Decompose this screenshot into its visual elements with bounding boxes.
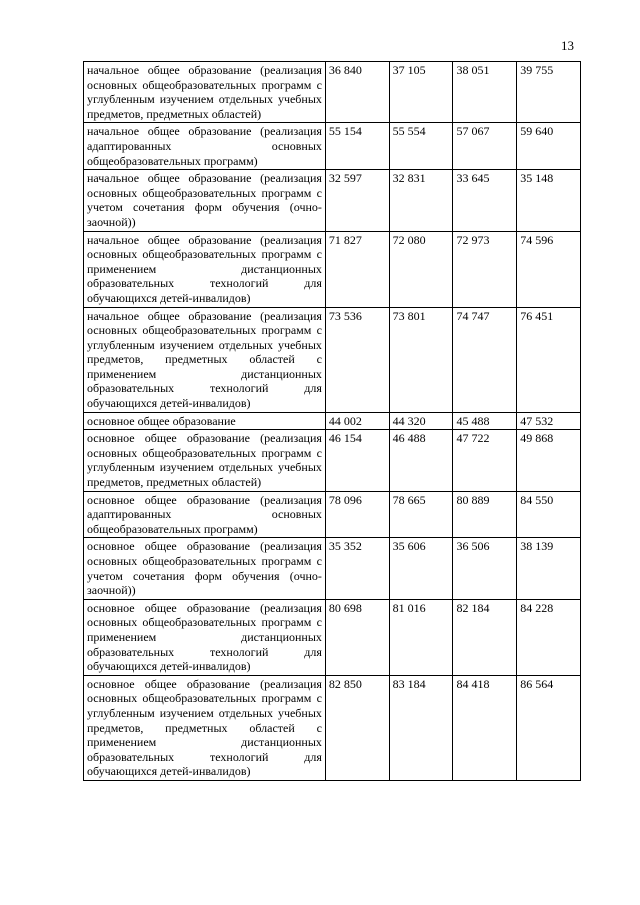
- value-cell: 80 698: [325, 599, 389, 675]
- row-label: начальное общее образование (реализация основных общеобразовательных программ с углубленным изучением отдельных учебных предметов, предметных областей с применением дистанционных образовательных технологий для обучающихся детей-инвалидов): [84, 307, 326, 412]
- table-row: [84, 412, 581, 430]
- row-label: основное общее образование (реализация адаптированных основных общеобразовательных программ): [84, 491, 326, 538]
- row-label: начальное общее образование (реализация основных общеобразовательных программ с учетом сочетания форм обучения (очно-заочной)): [84, 170, 326, 231]
- table-row: [84, 231, 581, 307]
- value-cell: 83 184: [389, 675, 453, 780]
- value-cell: 78 096: [325, 491, 389, 538]
- table-row: [84, 307, 581, 412]
- value-cell: 35 148: [517, 170, 581, 231]
- value-cell: 59 640: [517, 123, 581, 170]
- value-cell: 55 554: [389, 123, 453, 170]
- value-cell: 72 973: [453, 231, 517, 307]
- table-row: [84, 62, 581, 123]
- value-cell: 74 596: [517, 231, 581, 307]
- table-row: [84, 675, 581, 780]
- value-cell: 74 747: [453, 307, 517, 412]
- value-cell: 82 850: [325, 675, 389, 780]
- row-label: основное общее образование: [84, 412, 326, 430]
- value-cell: 57 067: [453, 123, 517, 170]
- table-row: [84, 491, 581, 538]
- value-cell: 73 536: [325, 307, 389, 412]
- value-cell: 84 418: [453, 675, 517, 780]
- row-label: основное общее образование (реализация основных общеобразовательных программ с углубленным изучением отдельных учебных предметов, предметных областей): [84, 430, 326, 491]
- table-body: [84, 62, 581, 781]
- value-cell: 46 488: [389, 430, 453, 491]
- table-row: [84, 123, 581, 170]
- row-label: начальное общее образование (реализация основных общеобразовательных программ с применением дистанционных образовательных технологий для обучающихся детей-инвалидов): [84, 231, 326, 307]
- value-cell: 32 597: [325, 170, 389, 231]
- value-cell: 47 532: [517, 412, 581, 430]
- value-cell: 35 606: [389, 538, 453, 599]
- value-cell: 80 889: [453, 491, 517, 538]
- table-row: [84, 430, 581, 491]
- table-row: [84, 538, 581, 599]
- value-cell: 36 840: [325, 62, 389, 123]
- value-cell: 39 755: [517, 62, 581, 123]
- value-cell: 84 228: [517, 599, 581, 675]
- value-cell: 33 645: [453, 170, 517, 231]
- value-cell: 38 139: [517, 538, 581, 599]
- table-row: [84, 170, 581, 231]
- value-cell: 73 801: [389, 307, 453, 412]
- value-cell: 44 002: [325, 412, 389, 430]
- value-cell: 32 831: [389, 170, 453, 231]
- value-cell: 35 352: [325, 538, 389, 599]
- value-cell: 78 665: [389, 491, 453, 538]
- value-cell: 45 488: [453, 412, 517, 430]
- row-label: основное общее образование (реализация основных общеобразовательных программ с учетом сочетания форм обучения (очно-заочной)): [84, 538, 326, 599]
- value-cell: 36 506: [453, 538, 517, 599]
- row-label: основное общее образование (реализация основных общеобразовательных программ с применением дистанционных образовательных технологий для обучающихся детей-инвалидов): [84, 599, 326, 675]
- value-cell: 81 016: [389, 599, 453, 675]
- row-label: начальное общее образование (реализация адаптированных основных общеобразовательных программ): [84, 123, 326, 170]
- value-cell: 44 320: [389, 412, 453, 430]
- value-cell: 76 451: [517, 307, 581, 412]
- value-cell: 49 868: [517, 430, 581, 491]
- value-cell: 71 827: [325, 231, 389, 307]
- row-label: основное общее образование (реализация основных общеобразовательных программ с углубленным изучением отдельных учебных предметов, предметных областей с применением дистанционных образовательных технологий для обучающихся детей-инвалидов): [84, 675, 326, 780]
- table-row: [84, 599, 581, 675]
- value-cell: 46 154: [325, 430, 389, 491]
- value-cell: 82 184: [453, 599, 517, 675]
- value-cell: 55 154: [325, 123, 389, 170]
- value-cell: 47 722: [453, 430, 517, 491]
- value-cell: 37 105: [389, 62, 453, 123]
- value-cell: 38 051: [453, 62, 517, 123]
- page-number: 13: [561, 38, 574, 53]
- value-cell: 72 080: [389, 231, 453, 307]
- value-cell: 86 564: [517, 675, 581, 780]
- value-cell: 84 550: [517, 491, 581, 538]
- row-label: начальное общее образование (реализация основных общеобразовательных программ с углубленным изучением отдельных учебных предметов, предметных областей): [84, 62, 326, 123]
- funding-table: [83, 61, 581, 781]
